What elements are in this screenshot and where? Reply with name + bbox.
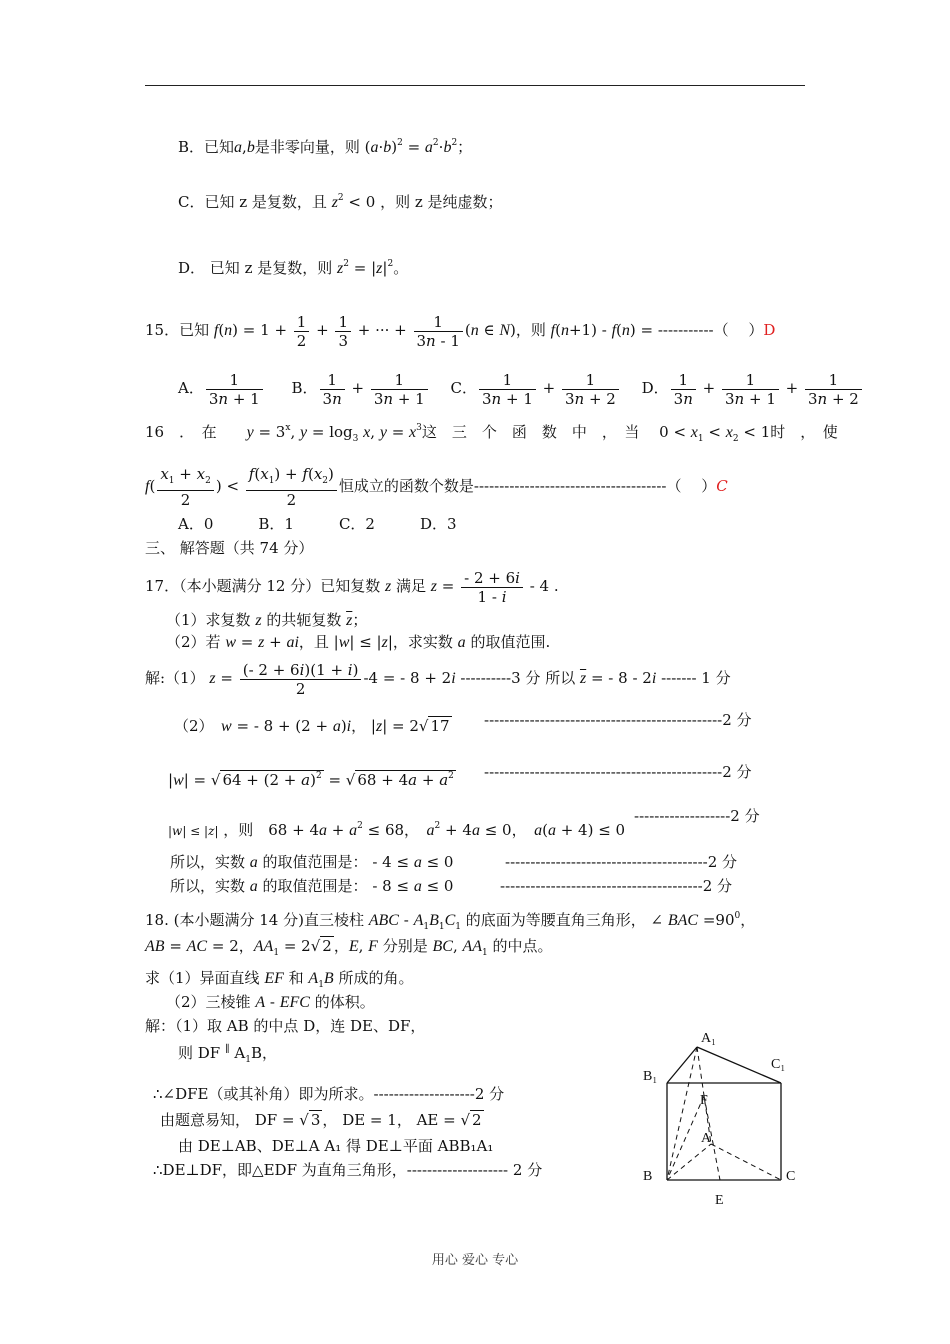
q18-question-2: （2）三棱锥 A - EFC 的体积。 <box>166 993 375 1011</box>
q17-score-6: ----------------------------------------2 分 <box>500 877 733 895</box>
edge-a-c <box>711 1144 781 1180</box>
q17-score-4: -------------------2 分 <box>634 807 760 825</box>
q14-option-d: D． 已知 z 是复数，则 $z^2 = |z|^2$。 <box>178 259 409 277</box>
q18-solution-2: 则 DF ∥ $A_1B$， <box>178 1044 277 1065</box>
edge-a1-c1 <box>697 1047 781 1083</box>
label-f: F <box>700 1093 708 1108</box>
q17-part1: （1）求复数 z 的共轭复数 $\overline{z}$； <box>166 611 368 629</box>
q16-answer: C <box>716 477 728 495</box>
q18-question-1: 求（1）异面直线 EF 和 $A_1B$ 所成的角。 <box>145 969 414 990</box>
edge-f-b <box>667 1096 704 1180</box>
label-c1: C₁ <box>771 1057 786 1072</box>
section-heading: 三、 解答题（共 74 分） <box>145 539 314 557</box>
q17-score-2: -----------------------------------------------2 分 <box>484 711 752 729</box>
q16-options: A．0 B．1 C．2 D．3 <box>178 515 457 533</box>
q18-solution-1: 解：（1）取 AB 的中点 D，连 DE、DF， <box>145 1017 426 1035</box>
q16-stem-line1: 16 ． 在 $y = 3^x$, $y = \log_3 x$, $y = x^3$这 三 个 函 数 中 ， 当 $0 < x_1 < x_2 < 1$时 ， 使 <box>145 423 838 444</box>
q18-solution-5: 由 DE⊥AB、DE⊥A A₁ 得 DE⊥平面 ABB₁A₁ <box>178 1137 494 1155</box>
q17-solution-3: |w| = √ $64 + (2 + a)^2$ = √ $68 + 4a + a^2$ <box>168 771 454 789</box>
q17-solution-1: 解:（1） z = $\frac{(- 2 + 6i)(1 + i)}{2}$ -4 = - 8 + 2i ----------3 分 所以 $\overline{z}$ = - 8 - 2i ------- 1 分 <box>145 660 731 698</box>
page-footer: 用心 爱心 专心 <box>431 1253 519 1268</box>
q15-stem: 15．已知 f(n) = 1 + $\frac{1}{2}$ + $\frac{1}{3}$ + ··· + $\frac{1}{3n - 1}$ (n ∈ N)，则 f(n+1) - f(n) = -----------（ ）D <box>145 312 776 350</box>
label-b: B <box>643 1169 653 1184</box>
label-a: A <box>701 1131 712 1146</box>
q17-solution-5: 所以，实数 a 的取值范围是： - 4 ≤ a ≤ 0 <box>170 853 454 871</box>
q14-option-c: C．已知 z 是复数，且 $z^2 < 0$ ，则 z 是纯虚数； <box>178 193 503 211</box>
q17-solution-4: |w| ≤ |z| ，则 $68 + 4a + a^2 \le 68$， $a^2 + 4a \le 0$， a(a + 4) ≤ 0 <box>168 821 626 839</box>
label-b1: B₁ <box>643 1069 658 1084</box>
q17-stem: 17．（本小题满分 12 分）已知复数 z 满足 z = $\frac{- 2 + 6i}{1 - i}$ - 4 . <box>145 568 559 606</box>
q17-score-5: ----------------------------------------2 分 <box>505 853 738 871</box>
header-rule <box>145 85 805 86</box>
q18-stem-line1: 18. (本小题满分 14 分)直三棱柱 ABC - $A_1B_1C_1$ 的底面为等腰直角三角形， ∠ BAC $=90^0$， <box>145 911 756 932</box>
q16-stem-line2: f( $\frac{x_1 + x_2}{2}$ ) < $\frac{f(x_1) + f(x_2)}{2}$ 恒成立的函数个数是--------------------------------------（ ）C <box>145 465 728 509</box>
q18-solution-6: ∴DE⊥DF，即△EDF 为直角三角形，-------------------- 2 分 <box>153 1161 543 1179</box>
q17-solution-6: 所以，实数 a 的取值范围是： - 8 ≤ a ≤ 0 <box>170 877 454 895</box>
label-a1: A₁ <box>701 1031 716 1046</box>
q18-stem-line2: AB = AC = 2，$AA_1 = 2√$ 2 ，E, F 分别是 BC, $AA_1$ 的中点。 <box>145 937 553 958</box>
edge-a1-b <box>667 1047 697 1180</box>
q15-options: A． $\frac{1}{3n + 1}$ B． $\frac{1}{3n}$ + $\frac{1}{3n + 1}$ C． $\frac{1}{3n + 1}$ + $\frac{1}{3n + 2}$ D． $\frac{1}{3n}$ + $\frac{1}{3n + 1}$ + $\frac{1}{3n + 2}$ <box>178 368 864 408</box>
prism-figure <box>630 1020 810 1220</box>
q17-solution-2: （2） w = - 8 + (2 + a)i， |z| = 2√ 17 <box>174 717 450 735</box>
q15-answer: D <box>763 321 776 339</box>
label-c: C <box>786 1169 796 1184</box>
label-e: E <box>715 1193 724 1208</box>
q18-solution-3: ∴∠DFE（或其补角）即为所求。--------------------2 分 <box>153 1085 505 1103</box>
q18-solution-4: 由题意易知， DF = √ 3 ， DE = 1， AE = √ 2 <box>160 1111 482 1129</box>
q17-part2: （2）若 w = z + ai，且 |w| ≤ |z|，求实数 a 的取值范围. <box>166 633 551 651</box>
edge-b-a <box>667 1144 711 1180</box>
q17-score-3: -----------------------------------------------2 分 <box>484 763 752 781</box>
q14-option-b: B．已知a,b是非零向量，则 $(a\cdot b)^2 = a^2\cdot b^2$； <box>178 138 473 156</box>
